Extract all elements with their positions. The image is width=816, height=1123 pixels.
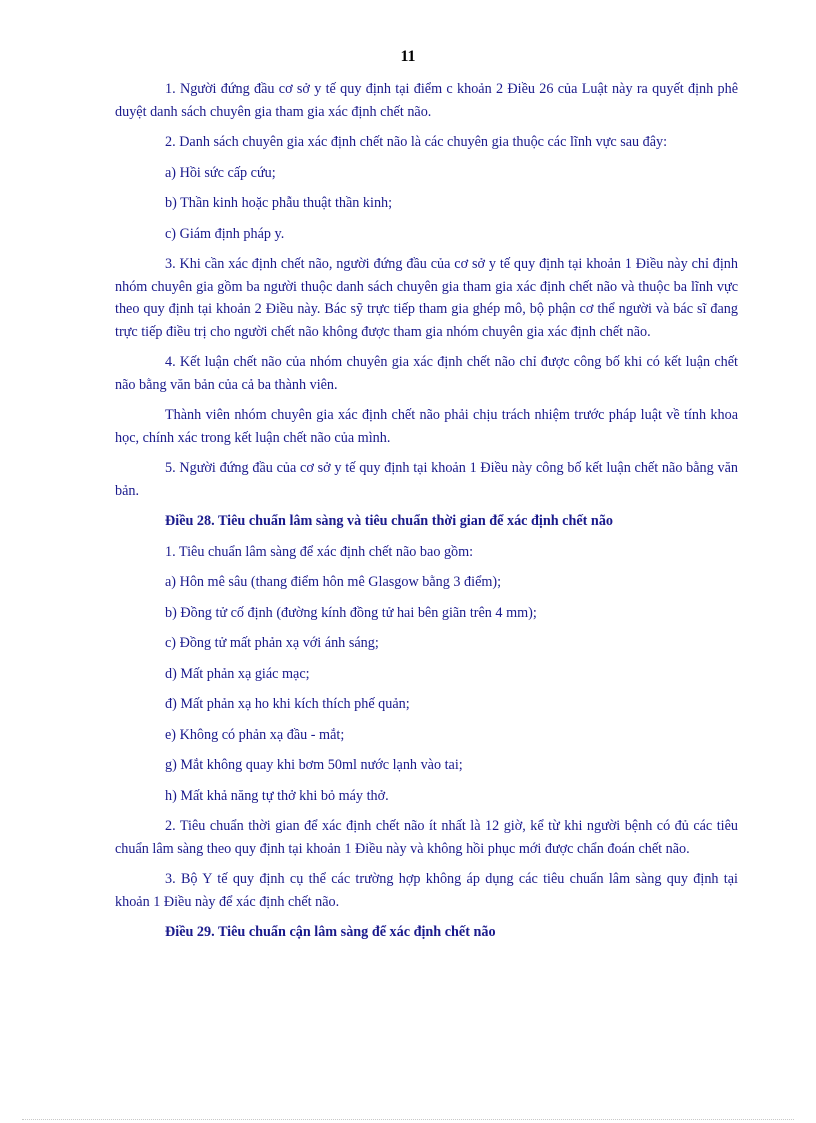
list-item: b) Đồng tử cố định (đường kính đồng tử hai bên giãn trên 4 mm); — [165, 604, 537, 621]
list-item: d) Mất phản xạ giác mạc; — [165, 665, 310, 682]
page-bottom-divider — [22, 1119, 794, 1120]
article-28-heading: Điều 28. Tiêu chuẩn lâm sàng và tiêu chuẩn thời gian để xác định chết não — [165, 513, 614, 529]
list-item: c) Đồng tử mất phản xạ với ánh sáng; — [165, 635, 379, 651]
list-item: a) Hôn mê sâu (thang điểm hôn mê Glasgow bằng 3 điểm); — [165, 574, 502, 590]
paragraph: Thành viên nhóm chuyên gia xác định chết não phải chịu trách nhiệm trước pháp luật về tính khoa học, chính xác trong kết luận chết não của mình. — [115, 407, 738, 446]
paragraph: 3. Khi cần xác định chết não, người đứng đầu của cơ sở y tế quy định tại khoản 1 Điều này chỉ định nhóm chuyên gia gồm ba người thuộc danh sách chuyên gia tham gia xác định chết não và thuộc ba lĩnh vực theo quy định tại khoản 2 Điều này. Bác sỹ trực tiếp tham gia ghép mô, bộ phận cơ thể người và bác sĩ đang trực tiếp điều trị cho người chết não không được tham gia nhóm chuyên gia xác định chết não. — [115, 256, 738, 340]
page-number: 11 — [400, 48, 416, 65]
list-item: g) Mắt không quay khi bơm 50ml nước lạnh vào tai; — [165, 757, 463, 773]
list-item: a) Hồi sức cấp cứu; — [165, 164, 276, 181]
paragraph: 3. Bộ Y tế quy định cụ thể các trường hợp không áp dụng các tiêu chuẩn lâm sàng quy định tại khoản 1 Điều này để xác định chết não. — [115, 871, 738, 910]
paragraph: 5. Người đứng đầu của cơ sở y tế quy định tại khoản 1 Điều này công bố kết luận chết não bằng văn bản. — [115, 460, 738, 499]
article-29-heading: Điều 29. Tiêu chuẩn cận lâm sàng để xác định chết não — [165, 924, 496, 940]
list-item: b) Thần kinh hoặc phẫu thuật thần kinh; — [165, 195, 393, 211]
list-item: h) Mất khả năng tự thở khi bỏ máy thở. — [165, 787, 389, 804]
list-item: e) Không có phản xạ đầu - mắt; — [165, 726, 345, 743]
list-item: đ) Mất phản xạ ho khi kích thích phế quản; — [165, 696, 410, 712]
document-body — [115, 78, 738, 952]
paragraph: 1. Người đứng đầu cơ sở y tế quy định tại điểm c khoản 2 Điều 26 của Luật này ra quyết định phê duyệt danh sách chuyên gia tham gia xác định chết não. — [115, 81, 738, 120]
paragraph: 4. Kết luận chết não của nhóm chuyên gia xác định chết não chỉ được công bố khi có kết luận chết não bằng văn bản của cả ba thành viên. — [115, 354, 738, 393]
paragraph: 2. Danh sách chuyên gia xác định chết não là các chuyên gia thuộc các lĩnh vực sau đây: — [165, 134, 668, 150]
paragraph: 1. Tiêu chuẩn lâm sàng để xác định chết não bao gồm: — [165, 543, 474, 560]
list-item: c) Giám định pháp y. — [165, 225, 285, 242]
paragraph: 2. Tiêu chuẩn thời gian để xác định chết não ít nhất là 12 giờ, kể từ khi người bệnh có đủ các tiêu chuẩn lâm sàng theo quy định tại khoản 1 Điều này và không hồi phục mới được chẩn đoán chết não. — [115, 818, 738, 857]
